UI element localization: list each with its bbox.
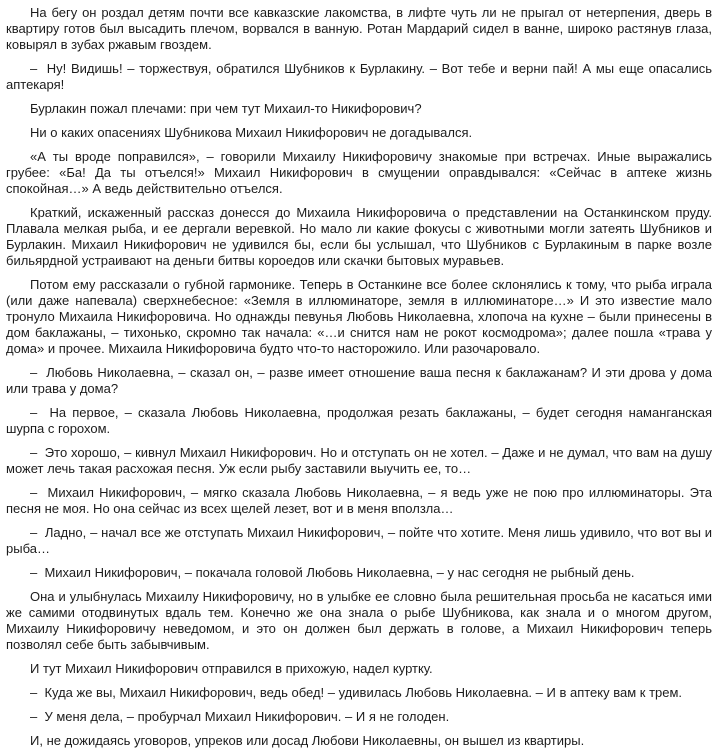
paragraph: На бегу он роздал детям почти все кавказские лакомства, в лифте чуть ли не прыгал от нетерпения, дверь в квартиру готов был высадить плечом, ворвался в ванную. Ротан Мардарий сидел в ванне, широко растянув глаза, ковырял в зубах ржавым гвоздем. (6, 5, 712, 52)
paragraph-dialogue: – Куда же вы, Михаил Никифорович, ведь обед! – удивилась Любовь Николаевна. – И в аптеку вам к трем. (30, 685, 683, 700)
paragraph-dialogue: – Михаил Никифорович, – покачала головой Любовь Николаевна, – у нас сегодня не рыбный день. (30, 565, 635, 580)
paragraph-dialogue: – Михаил Никифорович, – мягко сказала Любовь Николаевна, – я ведь уже не пою про иллюминаторы. Эта песня не моя. Но она сейчас из всех щелей лезет, вот и в меня вползла… (6, 485, 712, 516)
paragraph-dialogue: – Ладно, – начал все же отступать Михаил Никифорович, – пойте что хотите. Меня лишь удивило, что вот вы и рыба… (6, 525, 712, 556)
paragraph-dialogue: – Любовь Николаевна, – сказал он, – разве имеет отношение ваша песня к баклажанам? И эти дрова у дома или трава у дома? (6, 365, 712, 396)
paragraph: «А ты вроде поправился», – говорили Михаилу Никифоровичу знакомые при встречах. Иные выражались грубее: «Ба! Да ты отъелся!» Михаил Никифорович в смущении оправдывался: «Сейчас в аптеке жизнь спокойная…» А ведь действительно отъелся. (6, 149, 712, 196)
paragraph: И, не дожидаясь уговоров, упреков или досад Любови Николаевны, он вышел из квартиры. (30, 733, 585, 748)
paragraph-dialogue: – Ну! Видишь! – торжествуя, обратился Шубников к Бурлакину. – Вот тебе и верни пай! А мы еще опасались аптекаря! (6, 61, 712, 92)
paragraph: Потом ему рассказали о губной гармонике. Теперь в Останкине все более склонялись к тому, что рыба играла (или даже напевала) сверхнебесное: «Земля в иллюминаторе, земля в иллюминаторе…» И это известие мало тронуло Михаила Никифоровича. Но однажды певунья Любовь Николаевна, хлопоча на кухне – были принесены в дом баклажаны, – тихонько, скромно так начала: «…и снится нам не рокот космодрома»; далее пошла «трава у дома» и прочее. Михаила Никифоровича будто что-то насторожило. Или разочаровало. (6, 277, 712, 356)
paragraph-dialogue: – Это хорошо, – кивнул Михаил Никифорович. Но и отступать он не хотел. – Даже и не думал, что вам на душу может лечь такая расхожая песня. Уж если рыбу заставили выучить ее, то… (6, 445, 712, 476)
paragraph: И тут Михаил Никифорович отправился в прихожую, надел куртку. (30, 661, 433, 676)
paragraph-dialogue: – У меня дела, – пробурчал Михаил Никифорович. – И я не голоден. (30, 709, 450, 724)
paragraph: Бурлакин пожал плечами: при чем тут Михаил-то Никифорович? (30, 101, 422, 116)
paragraph: Ни о каких опасениях Шубникова Михаил Никифорович не догадывался. (30, 125, 473, 140)
paragraph-dialogue: – На первое, – сказала Любовь Николаевна, продолжая резать баклажаны, – будет сегодня наманганская шурпа с горохом. (6, 405, 712, 436)
paragraph: Краткий, искаженный рассказ донесся до Михаила Никифоровича о представлении на Останкинском пруду. Плавала мелкая рыба, и ее дергали веревкой. Но мало ли какие фокусы с животными могли затеять Шубников и Бурлакин. Михаил Никифорович не удивился бы, если бы услышал, что Шубников с Бурлакиным в парке возле бильярдной устраивают на деньги битвы короедов или скачки бытовых муравьев. (6, 205, 712, 268)
paragraph: Она и улыбнулась Михаилу Никифоровичу, но в улыбке ее словно была решительная просьба не касаться ими же самими отодвинутых вдаль тем. Конечно же она знала о рыбе Шубникова, как знала и о многом другом, Михаилу Никифоровичу неведомом, и это он должен был держать в голове, а Михаил Никифорович теперь позволял себе быть забывчивым. (6, 589, 712, 652)
